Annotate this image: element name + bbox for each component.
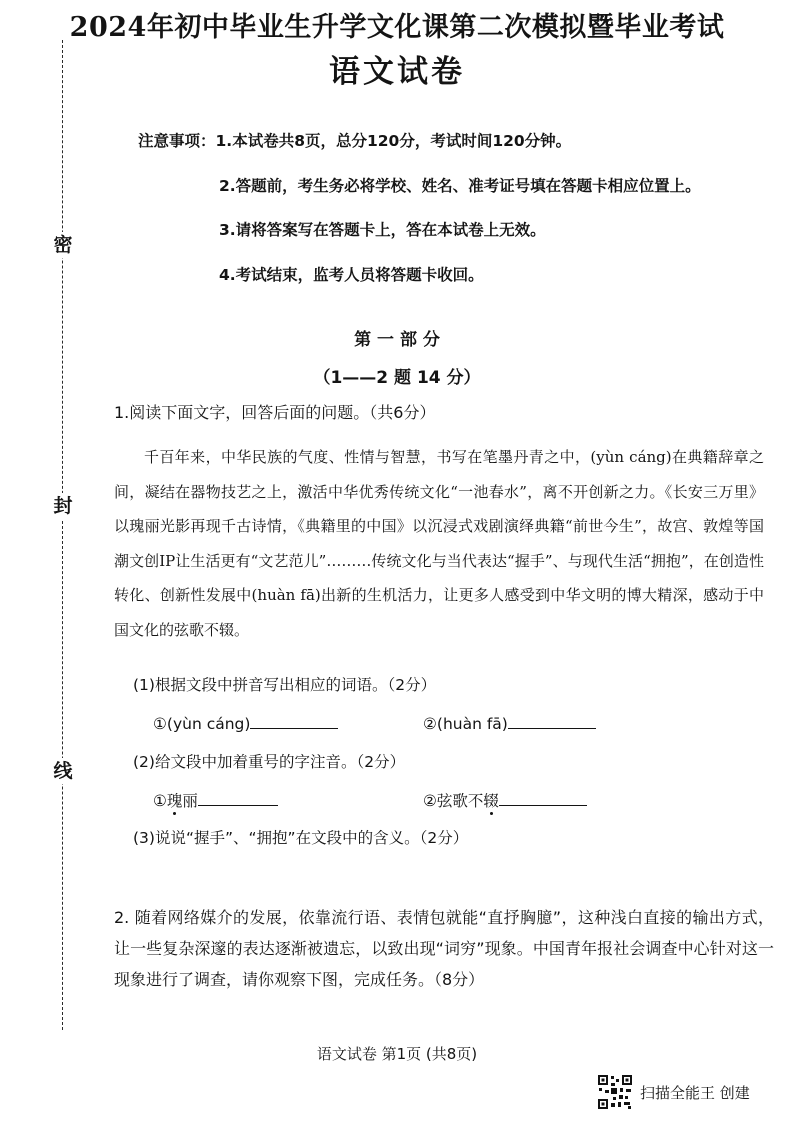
subquestion-2: (2)给文段中加着重号的字注音。（2分）	[133, 753, 406, 771]
notice-item: 2.答题前，考生务必将学校、姓名、准考证号填在答题卡相应位置上。	[219, 176, 701, 195]
answer-2a-prefix: ①	[153, 792, 167, 810]
notice-item: 1.本试卷共8页，总分120分，考试时间120分钟。	[215, 132, 572, 150]
notice-row-4	[138, 265, 701, 285]
binding-char-feng: 封	[51, 493, 75, 519]
answer-blank[interactable]	[508, 712, 596, 729]
part-title: 第 一 部 分	[354, 330, 440, 350]
emphasis-char: 辍	[483, 792, 499, 810]
binding-char-mi: 密	[51, 232, 75, 258]
notice-block	[138, 131, 701, 309]
exam-subtitle: 语文试卷	[329, 54, 465, 90]
answer-2b-prefix: ②弦歌不	[423, 792, 484, 810]
answer-blank[interactable]	[250, 712, 338, 729]
binding-char-xian: 线	[51, 758, 75, 784]
notice-row-2	[138, 176, 701, 196]
binding-dashed-line	[62, 40, 63, 1030]
answer-1a	[153, 712, 338, 735]
passage-text: 千百年来，中华民族的气度、性情与智慧，书写在笔墨丹青之中，(yùn cáng)在典籍辞章之间，凝结在器物技艺之上，激活中华优秀传统文化“一池春水”，离不开创新之力。《长安三万里》以瑰丽光影再现千古诗情，《典籍里的中国》以沉浸式戏剧演绎典籍“前世今生”，故宫、敦煌等国潮文创IP让生活更有“文艺范儿”………传统文化与当代表达“握手”、与现代生活“拥抱”，在创造性转化、创新性发展中(huàn fā)出新的生机活力，让更多人感受到中华文明的博大精深，感动于中国文化的弦歌不辍。	[114, 448, 764, 639]
answer-1b	[423, 712, 596, 735]
qr-code-icon	[597, 1074, 633, 1110]
scanner-watermark: 扫描全能王 创建	[640, 1084, 750, 1102]
reading-passage	[114, 440, 764, 647]
subquestion-3: (3)说说“握手”、“拥抱”在文段中的含义。（2分）	[133, 829, 469, 847]
question-2: 2. 随着网络媒介的发展，依靠流行语、表情包就能“直抒胸臆”，这种浅白直接的输出方式，让一些复杂深邃的表达逐渐被遗忘，以致出现“词穷”现象。中国青年报社会调查中心针对这一现象进行了调查，请你观察下图，完成任务。（8分）	[114, 908, 774, 989]
exam-title: 2024年初中毕业生升学文化课第二次模拟暨毕业考试	[69, 12, 725, 43]
notice-row-1	[138, 131, 701, 151]
notice-row-3	[138, 220, 701, 240]
answer-2b	[423, 789, 587, 812]
answer-1b-label: ②(huàn fā)	[423, 715, 508, 733]
answer-2a	[153, 789, 278, 812]
answer-1a-label: ①(yùn cáng)	[153, 715, 251, 733]
subquestion-1: (1)根据文段中拼音写出相应的词语。（2分）	[133, 676, 437, 694]
question-1-heading: 1.阅读下面文字，回答后面的问题。（共6分）	[114, 403, 436, 422]
answer-2a-suffix: 丽	[182, 792, 198, 810]
emphasis-char: 瑰	[166, 792, 183, 810]
answer-blank[interactable]	[499, 789, 587, 806]
part-range: （1——2 题 14 分）	[313, 368, 481, 388]
notice-item: 4.考试结束，监考人员将答题卡收回。	[219, 265, 484, 284]
answer-blank[interactable]	[198, 789, 278, 806]
notice-label: 注意事项：	[138, 132, 216, 150]
notice-item: 3.请将答案写在答题卡上，答在本试卷上无效。	[219, 221, 546, 239]
page-footer: 语文试卷 第1页 (共8页)	[316, 1045, 478, 1063]
